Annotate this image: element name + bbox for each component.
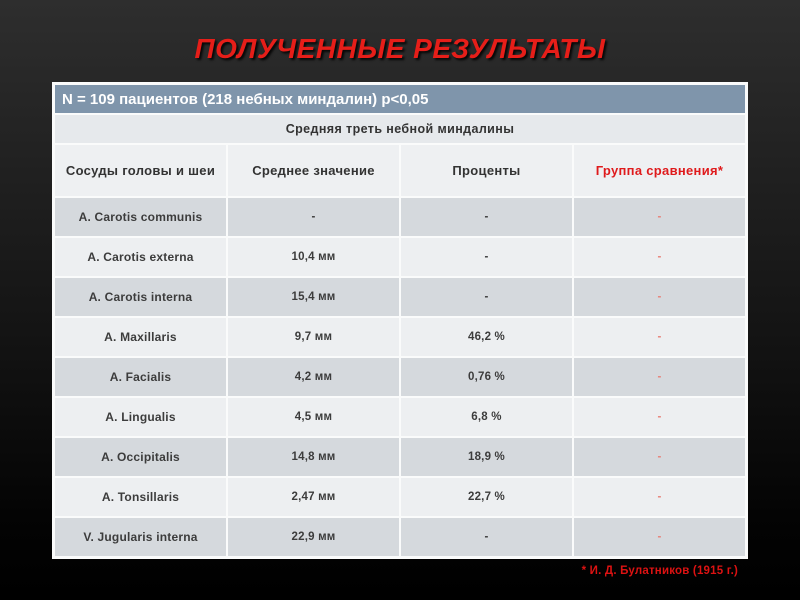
- mean-value-cell: 15,4 мм: [228, 278, 399, 316]
- comparison-value-cell: -: [574, 358, 745, 396]
- table-row: [55, 278, 745, 316]
- comparison-value-cell: -: [574, 438, 745, 476]
- table-row: [55, 318, 745, 356]
- table-row: [55, 238, 745, 276]
- percent-value-cell: -: [401, 198, 572, 236]
- table-caption-row: [55, 85, 745, 113]
- mean-value-cell: -: [228, 198, 399, 236]
- column-header-row: [55, 145, 745, 196]
- percent-value-cell: 22,7 %: [401, 478, 572, 516]
- column-header-comparison: Группа сравнения*: [574, 145, 745, 196]
- vessel-name-cell: A. Facialis: [55, 358, 226, 396]
- mean-value-cell: 9,7 мм: [228, 318, 399, 356]
- table-row: [55, 398, 745, 436]
- vessel-name-cell: A. Carotis communis: [55, 198, 226, 236]
- vessel-name-cell: A. Lingualis: [55, 398, 226, 436]
- table-caption: N = 109 пациентов (218 небных миндалин) p<0,05: [55, 85, 745, 113]
- mean-value-cell: 2,47 мм: [228, 478, 399, 516]
- mean-value-cell: 4,5 мм: [228, 398, 399, 436]
- vessel-name-cell: A. Carotis externa: [55, 238, 226, 276]
- percent-value-cell: 46,2 %: [401, 318, 572, 356]
- table-row: [55, 478, 745, 516]
- vessel-name-cell: A. Tonsillaris: [55, 478, 226, 516]
- column-header-vessels: Сосуды головы и шеи: [55, 145, 226, 196]
- percent-value-cell: 18,9 %: [401, 438, 572, 476]
- comparison-value-cell: -: [574, 478, 745, 516]
- footnote: * И. Д. Булатников (1915 г.): [581, 565, 738, 577]
- slide-title: ПОЛУЧЕННЫЕ РЕЗУЛЬТАТЫ: [194, 33, 606, 64]
- vessel-name-cell: A. Maxillaris: [55, 318, 226, 356]
- percent-value-cell: 6,8 %: [401, 398, 572, 436]
- mean-value-cell: 14,8 мм: [228, 438, 399, 476]
- vessel-name-cell: A. Carotis interna: [55, 278, 226, 316]
- mean-value-cell: 10,4 мм: [228, 238, 399, 276]
- mean-value-cell: 22,9 мм: [228, 518, 399, 556]
- table-subcaption-row: [55, 115, 745, 143]
- comparison-value-cell: -: [574, 198, 745, 236]
- mean-value-cell: 4,2 мм: [228, 358, 399, 396]
- vessel-name-cell: A. Occipitalis: [55, 438, 226, 476]
- table-row: [55, 518, 745, 556]
- table-body: [55, 198, 745, 556]
- percent-value-cell: 0,76 %: [401, 358, 572, 396]
- comparison-value-cell: -: [574, 318, 745, 356]
- table-row: [55, 198, 745, 236]
- column-header-mean: Среднее значение: [228, 145, 399, 196]
- vessel-name-cell: V. Jugularis interna: [55, 518, 226, 556]
- results-table-grid: [53, 83, 747, 558]
- table-subcaption: Средняя треть небной миндалины: [55, 115, 745, 143]
- comparison-value-cell: -: [574, 238, 745, 276]
- comparison-value-cell: -: [574, 398, 745, 436]
- table-row: [55, 358, 745, 396]
- table-row: [55, 438, 745, 476]
- column-header-percent: Проценты: [401, 145, 572, 196]
- results-table: [52, 82, 748, 559]
- comparison-value-cell: -: [574, 278, 745, 316]
- percent-value-cell: -: [401, 518, 572, 556]
- comparison-value-cell: -: [574, 518, 745, 556]
- percent-value-cell: -: [401, 278, 572, 316]
- percent-value-cell: -: [401, 238, 572, 276]
